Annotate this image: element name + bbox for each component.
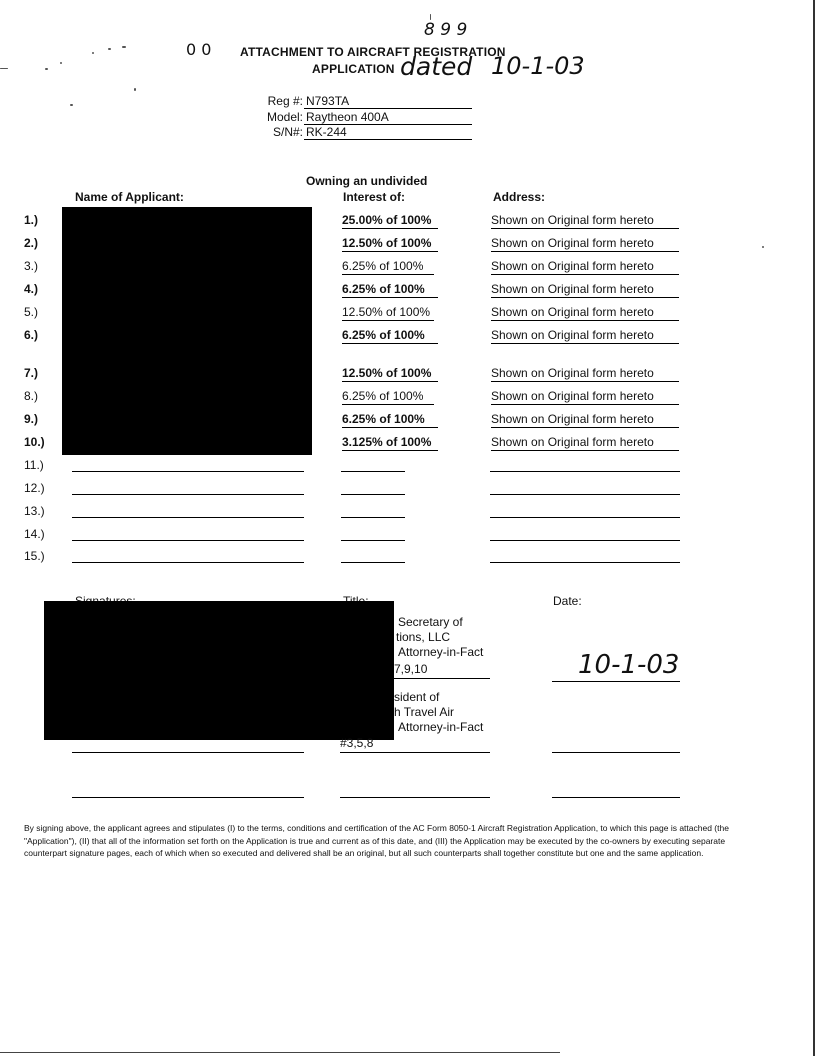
address-value: Shown on Original form hereto: [491, 435, 679, 451]
title-line-2: [340, 752, 490, 753]
reg-value: N793TA: [304, 94, 472, 109]
address-line: [490, 540, 680, 541]
signer-2-title-line: h Travel Air: [394, 705, 455, 719]
address-line: [490, 562, 680, 563]
scan-speck: [60, 62, 62, 64]
name-line: [72, 494, 304, 495]
row-number: 10.): [24, 435, 45, 449]
right-scan-edge: [813, 0, 815, 1056]
row-number: 5.): [24, 305, 39, 319]
name-line: [72, 471, 304, 472]
interest-value: 6.25% of 100%: [342, 412, 438, 428]
row-number: 15.): [24, 549, 45, 563]
row-number: 4.): [24, 282, 39, 296]
row-number: 3.): [24, 259, 39, 273]
signer-2-title-line: sident of: [394, 690, 440, 704]
date-line-1: [552, 681, 680, 682]
signer-1-title: [398, 615, 483, 660]
interest-value: 12.50% of 100%: [342, 366, 438, 382]
name-line: [72, 517, 304, 518]
row-number: 2.): [24, 236, 39, 250]
interest-value: 6.25% of 100%: [342, 389, 434, 405]
address-value: Shown on Original form hereto: [491, 282, 679, 298]
address-value: Shown on Original form hereto: [491, 213, 679, 229]
interest-header: Interest of:: [343, 190, 406, 204]
scan-speck: [92, 52, 94, 54]
scan-speck: [122, 46, 126, 48]
row-number: 7.): [24, 366, 39, 380]
row-number: 1.): [24, 213, 39, 227]
handwritten-header-date: 10-1-03: [491, 52, 585, 80]
redacted-applicant-names: [62, 207, 312, 455]
row-number: 11.): [24, 458, 44, 472]
row-number: 8.): [24, 389, 39, 403]
signer-1-title-line: Attorney-in-Fact: [398, 645, 484, 659]
interest-value: 12.50% of 100%: [342, 236, 438, 252]
address-value: Shown on Original form hereto: [491, 305, 679, 321]
interest-line: [341, 562, 405, 563]
bottom-scan-edge: [0, 1052, 560, 1053]
owning-header: Owning an undivided: [306, 174, 428, 188]
reg-label: Reg #:: [267, 94, 303, 108]
signature-line-3: [72, 797, 304, 798]
signer-2-title: [394, 690, 483, 735]
interest-line: [341, 517, 405, 518]
title-line-3: [340, 797, 490, 798]
name-header: Name of Applicant:: [75, 190, 184, 204]
scan-speck: [134, 88, 136, 91]
signature-line-2: [72, 752, 304, 753]
scan-speck: [108, 48, 111, 50]
interest-value: 3.125% of 100%: [342, 435, 438, 451]
stamp-marks: 0 0: [186, 40, 212, 59]
sn-label: S/N#:: [272, 125, 303, 139]
address-value: Shown on Original form hereto: [491, 366, 679, 382]
interest-line: [341, 540, 405, 541]
interest-value: 6.25% of 100%: [342, 282, 438, 298]
signer-2-owner-numbers: #3,5,8: [340, 736, 374, 750]
footer-disclaimer: By signing above, the applicant agrees and stipulates (I) to the terms, conditions and certification of the AC Form 8050-1 Aircraft Registration Application, to which this page is attached (the "Application"), (II) that all of the information set forth on the Application is true and current as of this date, and (III) the Application may be executed by the co-owners by executing separate counterpart signature pages, each of which when so executed and delivered shall be an original, but all such counterparts shall together constitute but one and the same application.: [24, 823, 729, 858]
interest-line: [341, 471, 405, 472]
date-header: Date:: [553, 594, 582, 608]
handwritten-signature-date: 10-1-03: [578, 650, 680, 680]
scan-speck: [45, 68, 48, 70]
row-number: 14.): [24, 527, 45, 541]
address-line: [490, 471, 680, 472]
sn-value: RK-244: [304, 125, 472, 140]
title-line-1: [340, 678, 490, 679]
title-line-2: APPLICATION: [312, 62, 395, 76]
name-line: [72, 562, 304, 563]
interest-value: 6.25% of 100%: [342, 259, 434, 275]
redacted-signatures: [44, 601, 394, 740]
interest-value: 12.50% of 100%: [342, 305, 434, 321]
signer-1-title-line: tions, LLC: [396, 630, 451, 644]
row-number: 6.): [24, 328, 39, 342]
address-value: Shown on Original form hereto: [491, 259, 679, 275]
handwritten-dated: dated: [400, 52, 473, 81]
address-value: Shown on Original form hereto: [491, 389, 679, 405]
model-label: Model:: [266, 110, 303, 124]
address-line: [490, 494, 680, 495]
signer-1-title-line: Secretary of: [398, 615, 463, 629]
row-number: 13.): [24, 504, 45, 518]
scan-speck: [70, 104, 73, 106]
address-value: Shown on Original form hereto: [491, 328, 679, 344]
scan-speck: [0, 68, 8, 69]
address-header: Address:: [493, 190, 546, 204]
date-line-2: [552, 752, 680, 753]
date-line-3: [552, 797, 680, 798]
signer-2-title-line: Attorney-in-Fact: [398, 720, 484, 734]
row-number: 12.): [24, 481, 45, 495]
address-line: [490, 517, 680, 518]
row-number: 9.): [24, 412, 39, 426]
interest-value: 6.25% of 100%: [342, 328, 438, 344]
title-line-1: ATTACHMENT TO AIRCRAFT REGISTRATION: [240, 45, 506, 59]
address-value: Shown on Original form hereto: [491, 236, 679, 252]
interest-value: 25.00% of 100%: [342, 213, 438, 229]
signer-1-owner-numbers: 7,9,10: [394, 662, 428, 676]
address-value: Shown on Original form hereto: [491, 412, 679, 428]
scan-speck: [762, 246, 764, 248]
model-value: Raytheon 400A: [304, 110, 472, 125]
handwritten-numbers: 8 9 9: [424, 20, 468, 40]
interest-line: [341, 494, 405, 495]
name-line: [72, 540, 304, 541]
